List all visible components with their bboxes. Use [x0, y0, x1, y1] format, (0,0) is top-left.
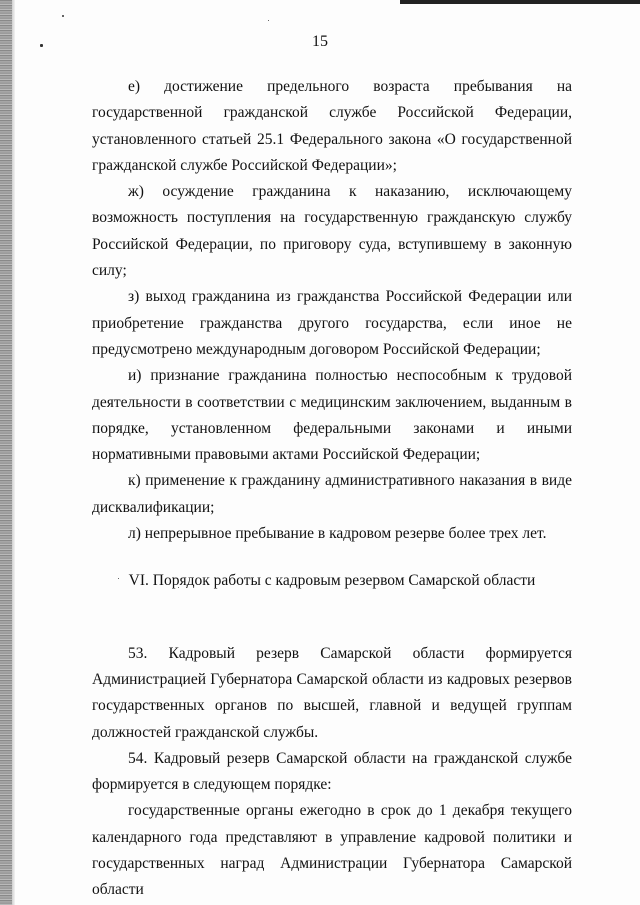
top-edge-mark	[400, 0, 640, 4]
list-item-k: к) применение к гражданину административного наказания в виде дисквалификации;	[92, 472, 572, 516]
scan-edge-shadow	[12, 0, 15, 905]
paragraph-53: 53. Кадровый резерв Самарской области формируется Администрацией Губернатора Самарской области из кадровых резервов государственных органов по высшей, главной и ведущей группам должностей гражданской службы.	[92, 644, 572, 741]
scan-speck	[268, 20, 269, 21]
list-item-l: л) непрерывное пребывание в кадровом резерве более трех лет.	[128, 525, 547, 543]
scan-speck	[62, 15, 64, 17]
document-body	[92, 74, 572, 904]
list-item-zh: ж) осуждение гражданина к наказанию, исключающему возможность поступления на государственную гражданскую службу Российской Федерации, по приговору суда, вступившему в законную силу;	[92, 183, 572, 280]
scan-binding-edge	[0, 0, 12, 905]
list-item-e: е) достижение предельного возраста пребывания на государственной гражданской службе Российской Федерации, установленного статьей 25.1 Федерального закона «О государственной гражданской службе Российской Федерации»;	[92, 78, 572, 174]
paragraph-54-continuation: государственные органы ежегодно в срок до 1 декабря текущего календарного года представляют в управление кадровой политики и государственных наград Администрации Губернатора Самарской области	[92, 802, 572, 899]
paragraph-54: 54. Кадровый резерв Самарской области на гражданской службе формируется в следующем порядке:	[92, 749, 572, 794]
list-item-i: и) признание гражданина полностью неспособным к трудовой деятельности в соответствии с медицинским заключением, выданным в порядке, установленном федеральными законами и иными нормативными правовыми актами Российской Федерации;	[92, 367, 572, 464]
section-heading: VI. Порядок работы с кадровым резервом Самарской области	[128, 572, 536, 590]
page-number: 15	[312, 33, 328, 50]
list-item-z: з) выход гражданина из гражданства Российской Федерации или приобретение гражданства другого государства, если иное не предусмотрено международным договором Российской Федерации;	[92, 288, 572, 358]
